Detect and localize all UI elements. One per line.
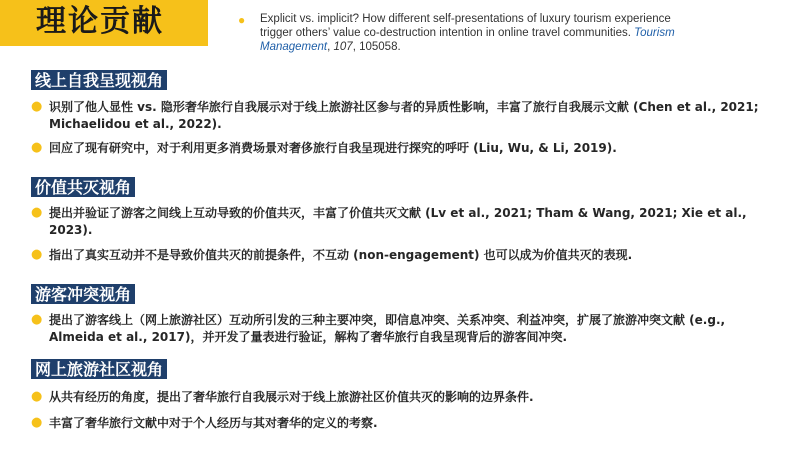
citation-pages: , 105058. xyxy=(352,41,401,53)
citation-journal[interactable]: Tourism Management xyxy=(260,27,675,53)
list-item-text: 识别了他人显性 vs. 隐形奢华旅行自我展示对于线上旅游社区参与者的异质性影响，丰富了旅行自我展示文献 (Chen et al., 2021; Michaelidou et al., 2022). xyxy=(49,100,759,131)
list-item-text: 指出了真实互动并不是导致价值共灭的前提条件，不互动 (non-engagement) 也可以成为价值共灭的表现. xyxy=(49,248,633,262)
list-item-text: 从共有经历的角度，提出了奢华旅行自我展示对于线上旅游社区价值共灭的影响的边界条件. xyxy=(49,390,534,404)
section-heading-online-community: 网上旅游社区视角 xyxy=(31,359,167,379)
section-heading-tourist-conflict: 游客冲突视角 xyxy=(31,284,135,304)
section-heading-value-co-destruction: 价值共灭视角 xyxy=(31,177,135,197)
list-item xyxy=(31,389,769,406)
bullet-icon: ● xyxy=(31,415,43,430)
list-item-text: 丰富了奢华旅行文献中对于个人经历与其对奢华的定义的考察. xyxy=(49,416,378,430)
page-title: 理论贡献 xyxy=(36,4,164,39)
citation-text: Explicit vs. implicit? How different self-presentations of luxury tourism experience trigger others’ value co-destruction intention in online travel communities. xyxy=(260,13,671,39)
bullet-icon: ● xyxy=(31,312,43,327)
list-item xyxy=(31,415,769,432)
bullet-icon: ● xyxy=(31,247,43,262)
list-item-text: 提出并验证了游客之间线上互动导致的价值共灭，丰富了价值共灭文献 (Lv et al., 2021; Tham & Wang, 2021; Xie et al., 2023). xyxy=(49,206,747,237)
citation xyxy=(238,12,680,54)
bullet-icon: ● xyxy=(238,13,246,27)
list-item xyxy=(31,312,769,345)
list-item xyxy=(31,205,769,238)
section-heading-self-presentation: 线上自我呈现视角 xyxy=(31,70,167,90)
bullet-icon: ● xyxy=(31,140,43,155)
bullet-icon: ● xyxy=(31,389,43,404)
list-item xyxy=(31,140,769,157)
list-item-text: 回应了现有研究中，对于利用更多消费场景对奢侈旅行自我呈现进行探究的呼吁 (Liu, Wu, & Li, 2019). xyxy=(49,141,617,155)
list-item xyxy=(31,247,769,264)
bullet-icon: ● xyxy=(31,205,43,220)
citation-comma: , xyxy=(327,41,334,53)
citation-volume: 107 xyxy=(333,41,353,53)
list-item-text: 提出了游客线上（网上旅游社区）互动所引发的三种主要冲突，即信息冲突、关系冲突、利益冲突，扩展了旅游冲突文献 (e.g., Almeida et al., 2017)，并开发了量表进行验证，解构了奢华旅行自我呈现背后的游客间冲突. xyxy=(49,313,726,344)
list-item xyxy=(31,99,769,132)
bullet-icon: ● xyxy=(31,99,43,114)
